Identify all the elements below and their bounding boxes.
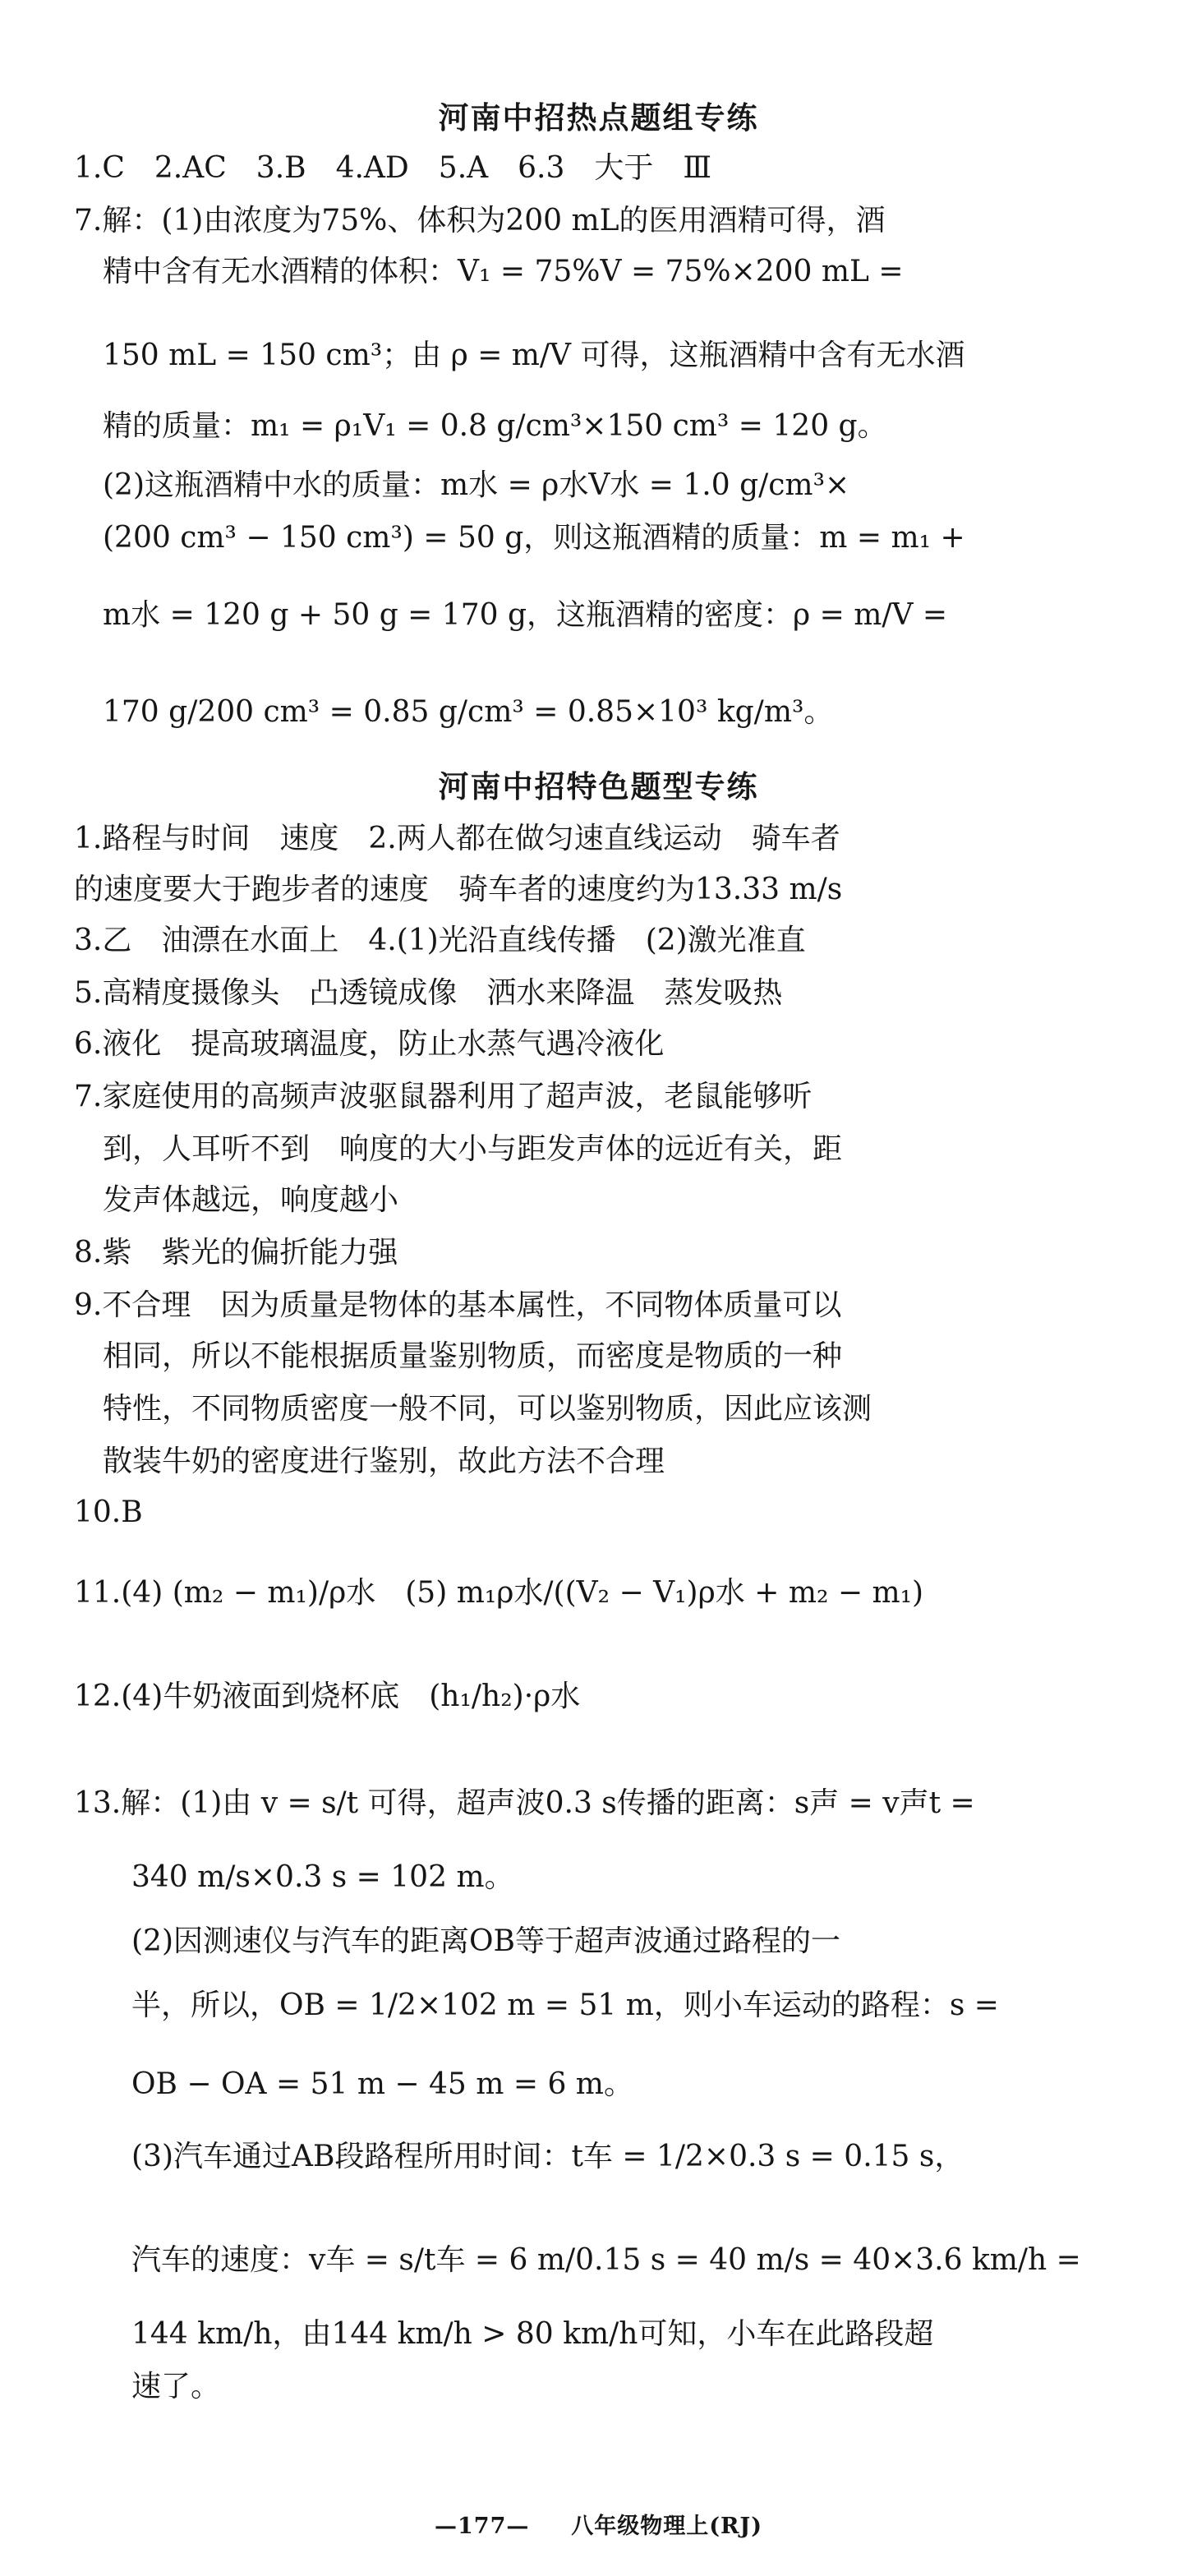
book-title: 八年级物理上(RJ) [571, 2514, 762, 2539]
answer-line: (200 cm³ − 150 cm³) = 50 g，则这瓶酒精的质量：m = m₁ + [103, 521, 965, 555]
answer-line: 5.高精度摄像头 凸透镜成像 洒水来降温 蒸发吸热 [74, 976, 783, 1010]
answer-line: 精的质量：m₁ = ρ₁V₁ = 0.8 g/cm³×150 cm³ = 120 g。 [103, 409, 887, 443]
answer-line: 精中含有无水酒精的体积：V₁ = 75%V = 75%×200 mL = [103, 255, 904, 288]
answer-line: 340 m/s×0.3 s = 102 m。 [131, 1860, 514, 1894]
page-number: —177— [435, 2514, 530, 2539]
answer-line: OB − OA = 51 m − 45 m = 6 m。 [131, 2067, 633, 2101]
answer-line: 144 km/h，由144 km/h > 80 km/h可知，小车在此路段超 [131, 2317, 934, 2351]
answer-line: 相同，所以不能根据质量鉴别物质，而密度是物质的一种 [103, 1339, 843, 1373]
page-footer [0, 2508, 1197, 2540]
answer-line: 半，所以，OB = 1/2×102 m = 51 m，则小车运动的路程：s = [131, 1988, 999, 2022]
section-heading-hot-topics: 河南中招热点题组专练 [438, 99, 759, 136]
answer-line: 特性，不同物质密度一般不同，可以鉴别物质，因此应该测 [103, 1392, 872, 1426]
answer-line: 7.家庭使用的高频声波驱鼠器利用了超声波，老鼠能够听 [74, 1080, 813, 1113]
answer-line: 10.B [74, 1495, 143, 1529]
answer-line: 1.C 2.AC 3.B 4.AD 5.A 6.3 大于 Ⅲ [74, 151, 712, 185]
answer-line: 170 g/200 cm³ = 0.85 g/cm³ = 0.85×10³ kg/m³。 [103, 695, 834, 729]
answer-line: 8.紫 紫光的偏折能力强 [74, 1236, 398, 1270]
answer-line: 12.(4)牛奶液面到烧杯底 (h₁/h₂)·ρ水 [74, 1680, 581, 1713]
answer-line: 150 mL = 150 cm³；由 ρ = m/V 可得，这瓶酒精中含有无水酒 [103, 339, 965, 372]
answer-line: 3.乙 油漂在水面上 4.(1)光沿直线传播 (2)激光准直 [74, 924, 806, 957]
answer-line: (2)这瓶酒精中水的质量：m水 = ρ水V水 = 1.0 g/cm³× [103, 468, 850, 502]
answer-line: 发声体越远，响度越小 [103, 1183, 399, 1217]
answer-line: 汽车的速度：v车 = s/t车 = 6 m/0.15 s = 40 m/s = 40×3.6 km/h = [131, 2243, 1081, 2277]
answer-line: 散装牛奶的密度进行鉴别，故此方法不合理 [103, 1445, 665, 1478]
answer-line: m水 = 120 g + 50 g = 170 g，这瓶酒精的密度：ρ = m/V = [103, 598, 948, 632]
answer-line: 1.路程与时间 速度 2.两人都在做匀速直线运动 骑车者 [74, 822, 840, 855]
answer-line: 7.解：(1)由浓度为75%、体积为200 mL的医用酒精可得，酒 [74, 204, 886, 237]
answer-line: 的速度要大于跑步者的速度 骑车者的速度约为13.33 m/s [74, 873, 843, 906]
answer-line: (2)因测速仪与汽车的距离OB等于超声波通过路程的一 [131, 1924, 840, 1958]
answer-line: 速了。 [131, 2370, 221, 2403]
section-heading-special-types: 河南中招特色题型专练 [438, 768, 759, 804]
answer-line: (3)汽车通过AB段路程所用时间：t车 = 1/2×0.3 s = 0.15 s， [131, 2140, 965, 2173]
answer-line: 到，人耳听不到 响度的大小与距发声体的远近有关，距 [103, 1132, 843, 1166]
answer-line: 11.(4) (m₂ − m₁)/ρ水 (5) m₁ρ水/((V₂ − V₁)ρ水 + m₂ − m₁) [74, 1576, 924, 1610]
answer-line: 6.液化 提高玻璃温度，防止水蒸气遇冷液化 [74, 1027, 665, 1061]
answer-line: 13.解：(1)由 v = s/t 可得，超声波0.3 s传播的距离：s声 = v声t = [74, 1786, 975, 1820]
answer-line: 9.不合理 因为质量是物体的基本属性，不同物体质量可以 [74, 1288, 842, 1322]
